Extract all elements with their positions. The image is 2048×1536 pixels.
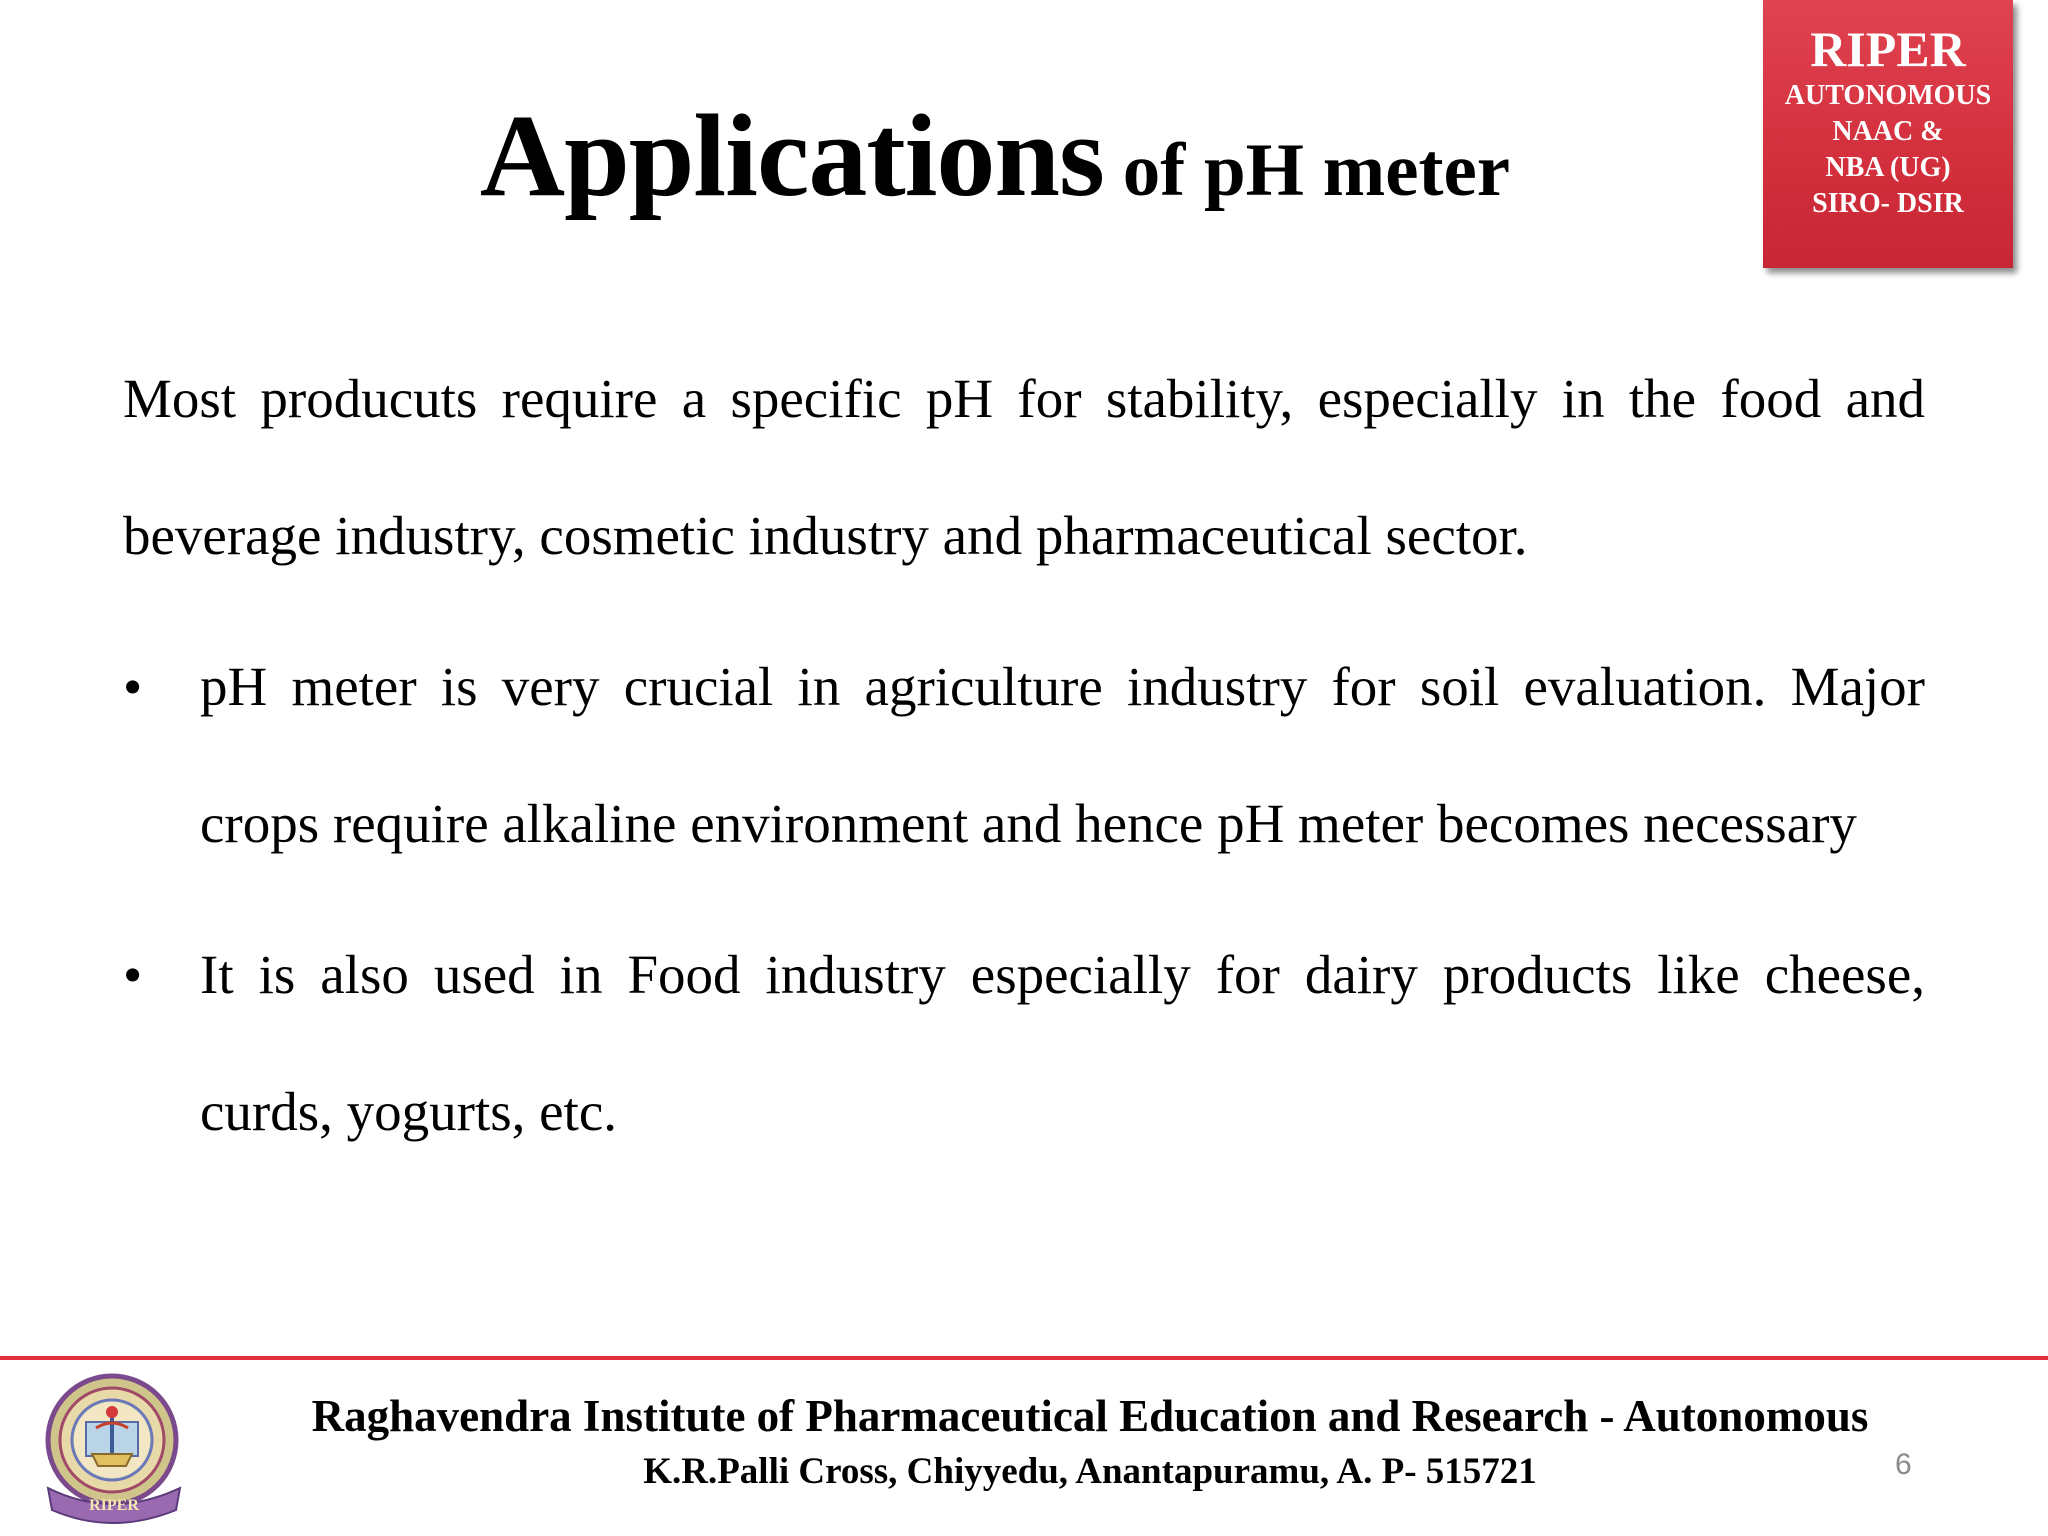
title-sub: of pH meter (1103, 129, 1511, 212)
bullet-marker: • (123, 944, 143, 1005)
badge-line-autonomous: AUTONOMOUS (1784, 80, 1992, 111)
intro-paragraph: Most producuts require a specific pH for stability, especially in the food and beverage industry, cosmetic industry and pharmaceutical sector. (123, 368, 1925, 566)
bullet-item (123, 906, 1925, 1180)
badge-line-naac: NAAC & (1832, 116, 1944, 147)
bullet-text: It is also used in Food industry especially for dairy products like cheese, curds, yogurts, etc. (200, 944, 1925, 1142)
seal-ribbon-text: RIPER (89, 1497, 139, 1514)
riper-badge (1763, 0, 2013, 268)
badge-line-nba: NBA (UG) (1825, 152, 1951, 183)
footer-divider (0, 1356, 2048, 1360)
page-number: 6 (1895, 1448, 1912, 1481)
slide-title (0, 88, 1990, 224)
badge-line-siro: SIRO- DSIR (1812, 188, 1964, 219)
badge-title: RIPER (1810, 21, 1966, 77)
title-main: Applications (479, 90, 1104, 221)
slide-body (123, 330, 1925, 1194)
bullet-item (123, 618, 1925, 892)
institute-seal-icon (40, 1370, 190, 1528)
bullet-marker: • (123, 656, 143, 717)
footer-institute-name: Raghavendra Institute of Pharmaceutical Education and Research - Autonomous (311, 1391, 1869, 1441)
footer-address: K.R.Palli Cross, Chiyyedu, Anantapuramu, A. P- 515721 (643, 1451, 1537, 1492)
bullet-text: pH meter is very crucial in agriculture industry for soil evaluation. Major crops require alkaline environment and hence pH meter becomes necessary (200, 656, 1925, 854)
